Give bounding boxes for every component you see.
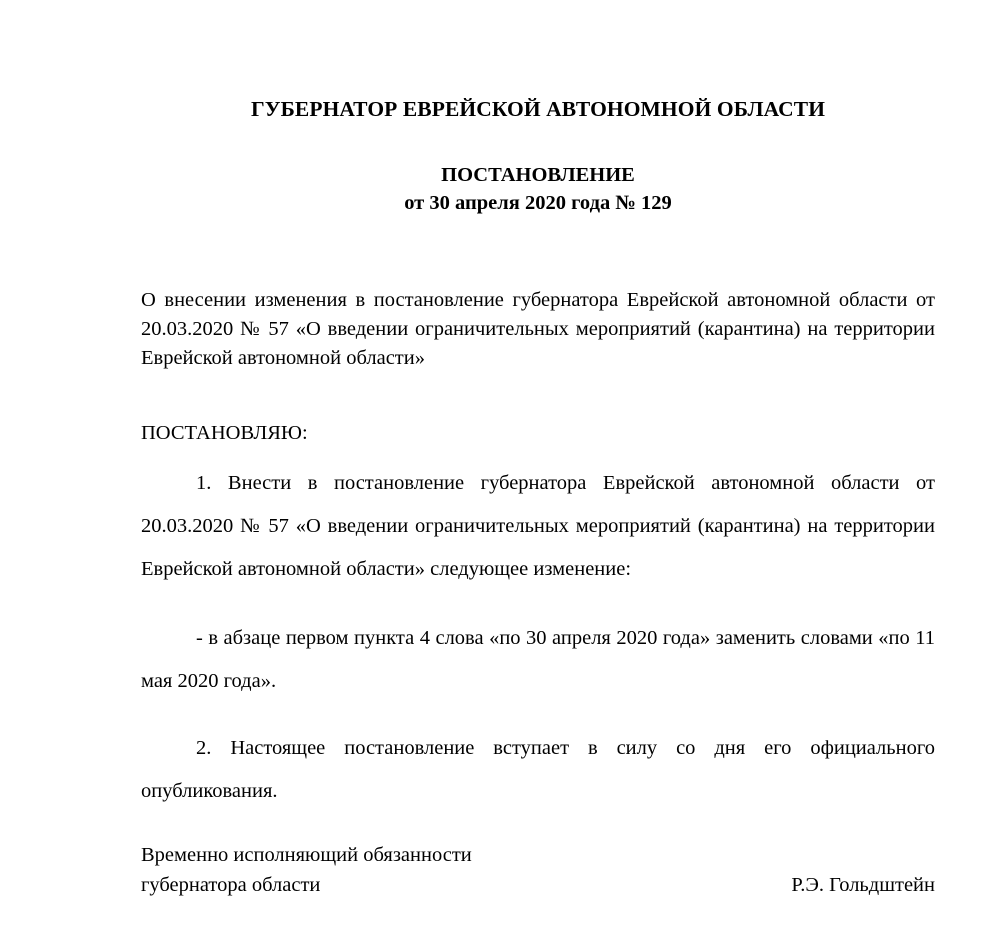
- clause-1-subitem: - в абзаце первом пункта 4 слова «по 30 апреля 2020 года» заменить словами «по 11 мая 2020 года».: [141, 627, 935, 693]
- clause-1: 1. Внести в постановление губернатора Еврейской автономной области от 20.03.2020 № 57 «О введении ограничительных мероприятий (карантина) на территории Еврейской автономной области» следующее изменение:: [141, 472, 935, 581]
- act-date-number: от 30 апреля 2020 года № 129: [404, 192, 672, 215]
- document-preamble: О внесении изменения в постановление губернатора Еврейской автономной области от 20.03.2020 № 57 «О введении ограничительных мероприятий (карантина) на территории Еврейской автономной области»: [141, 289, 935, 370]
- organization-title: ГУБЕРНАТОР ЕВРЕЙСКОЙ АВТОНОМНОЙ ОБЛАСТИ: [250, 97, 826, 121]
- signer-name: Р.Э. Гольдштейн: [791, 874, 935, 896]
- signer-title-line-1: Временно исполняющий обязанности: [141, 844, 472, 866]
- document-header: [141, 0, 935, 217]
- clause-2: 2. Настоящее постановление вступает в силу со дня его официального опубликования.: [141, 737, 935, 803]
- signature-block: [141, 840, 935, 900]
- signature-row: [141, 870, 935, 900]
- document-body: [141, 0, 935, 813]
- decree-keyword: ПОСТАНОВЛЯЮ:: [141, 422, 308, 445]
- signer-title-line-2: губернатора области: [141, 874, 321, 896]
- act-type-heading: ПОСТАНОВЛЕНИЕ: [441, 163, 635, 186]
